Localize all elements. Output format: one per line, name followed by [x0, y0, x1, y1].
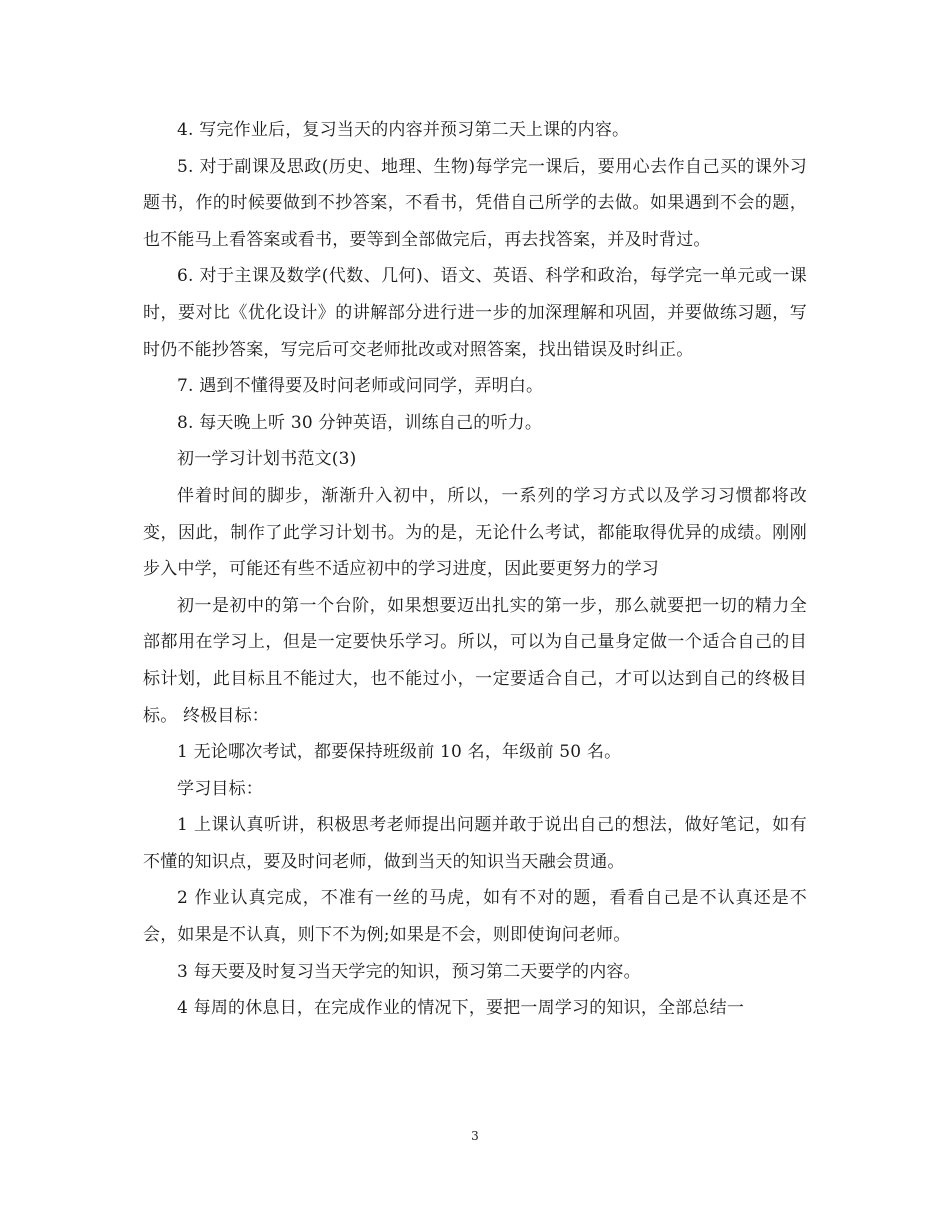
study-goal-item-1: 1 上课认真听讲，积极思考老师提出问题并敢于说出自己的想法，做好笔记，如有不懂的知识点，要及时问老师，做到当天的知识当天融会贯通。 — [143, 815, 807, 872]
study-goal-item-2: 2 作业认真完成，不准有一丝的马虎，如有不对的题，看看自己是不认真还是不会，如果是不认真，则下不为例;如果是不会，则即使询问老师。 — [143, 888, 807, 946]
paragraph-item-7: 7. 遇到不懂得要及时问老师或问同学，弄明白。 — [177, 376, 544, 397]
final-goal-item: 1 无论哪次考试，都要保持班级前 10 名，年级前 50 名。 — [177, 742, 622, 763]
paragraph-item-4: 4. 写完作业后，复习当天的内容并预习第二天上课的内容。 — [177, 120, 630, 140]
paragraph-item-5: 5. 对于副课及思政(历史、地理、生物)每学完一课后，要用心去作自己买的课外习题书，作的时候要做到不抄答案，不看书，凭借自己所学的去做。如果遇到不会的题，也不能马上看答案或看书，要等到全部做完后，再去找答案，并及时背过。 — [143, 156, 807, 250]
page-number: 3 — [471, 1129, 479, 1143]
study-goal-item-3: 3 每天要及时复习当天学完的知识，预习第二天要学的内容。 — [177, 961, 641, 982]
section-heading: 初一学习计划书范文(3) — [177, 449, 357, 470]
study-goal-item-4: 4 每周的休息日，在完成作业的情况下，要把一周学习的知识，全部总结一 — [177, 998, 745, 1019]
study-goals-heading: 学习目标： — [177, 778, 263, 799]
body-text — [143, 112, 807, 1027]
paragraph-item-8: 8. 每天晚上听 30 分钟英语，训练自己的听力。 — [177, 412, 543, 433]
goal-paragraph: 初一是初中的第一个台阶，如果想要迈出扎实的第一步，那么就要把一切的精力全部都用在学习上，但是一定要快乐学习。所以，可以为自己量身定做一个适合自己的目标计划，此目标且不能过大，也不能过小，一定要适合自己，才可以达到自己的终极目标。 终极目标： — [143, 595, 807, 726]
intro-paragraph: 伴着时间的脚步，渐渐升入初中，所以，一系列的学习方式以及学习习惯都将改变，因此，制作了此学习计划书。为的是，无论什么考试，都能取得优异的成绩。刚刚步入中学，可能还有些不适应初中的学习进度，因此要更努力的学习 — [143, 485, 807, 580]
paragraph-item-6: 6. 对于主课及数学(代数、几何)、语文、英语、科学和政治，每学完一单元或一课时，要对比《优化设计》的讲解部分进行进一步的加深理解和巩固，并要做练习题，写时仍不能抄答案，写完后可交老师批改或对照答案，找出错误及时纠正。 — [143, 266, 807, 360]
